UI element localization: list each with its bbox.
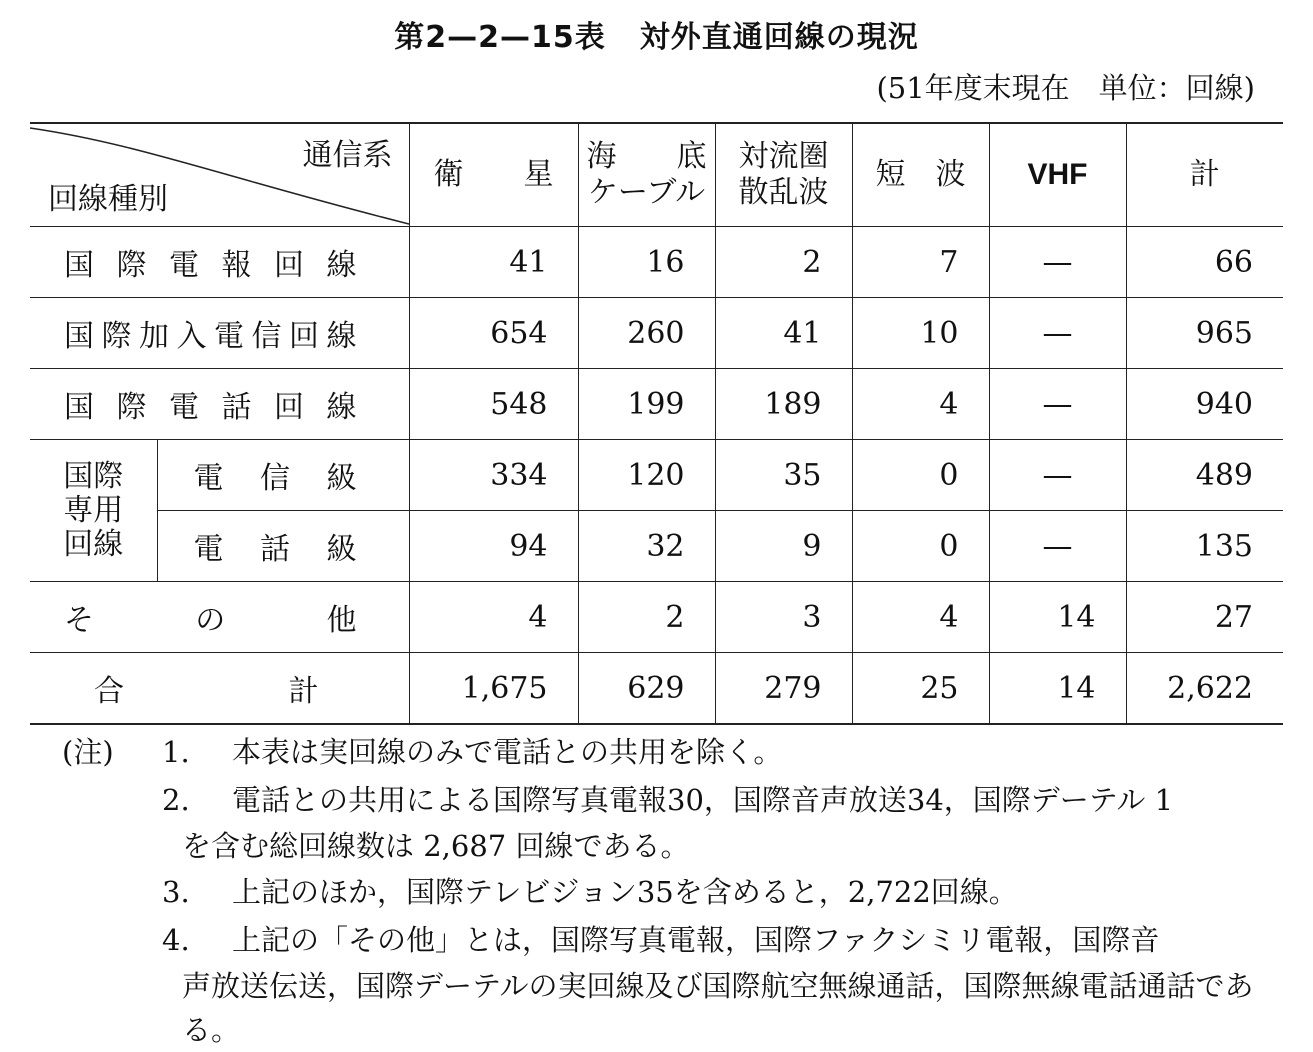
cell-value: 1,675 xyxy=(409,653,578,725)
col-header-vhf: VHF xyxy=(989,123,1126,227)
cell-value: 548 xyxy=(409,369,578,440)
cell-value: 9 xyxy=(715,511,852,582)
group-label-line: 専用 xyxy=(63,492,124,528)
cell-value: 940 xyxy=(1126,369,1283,440)
cell-value: 260 xyxy=(578,298,715,369)
cell-value: — xyxy=(989,369,1126,440)
table-row xyxy=(30,440,1283,511)
table-row xyxy=(30,369,1283,440)
cell-value: 94 xyxy=(409,511,578,582)
row-label xyxy=(30,227,409,298)
corner-bottom-label: 回線種別 xyxy=(48,182,168,217)
cell-value: 32 xyxy=(578,511,715,582)
row-label xyxy=(30,298,409,369)
table-number: 第2—2—15表 xyxy=(394,20,606,55)
sub-row-label-text: 電 話 級 xyxy=(193,532,357,567)
total-label-text: 合 計 xyxy=(94,674,319,709)
cell-value: 25 xyxy=(852,653,989,725)
row-label xyxy=(30,653,409,725)
cell-value: 965 xyxy=(1126,298,1283,369)
note-number: 2. xyxy=(162,783,190,817)
row-label-text: 国 際 電 報 回 線 xyxy=(64,248,357,283)
note-number: 3. xyxy=(162,875,190,909)
cell-value: 0 xyxy=(852,440,989,511)
note-number: 1. xyxy=(162,735,190,769)
row-label-text: 国 際 電 話 回 線 xyxy=(64,390,357,425)
cell-value: 10 xyxy=(852,298,989,369)
sub-row-label xyxy=(157,511,409,582)
table-row xyxy=(30,298,1283,369)
group-label xyxy=(30,440,157,582)
cell-value: 2,622 xyxy=(1126,653,1283,725)
sub-row-label-text: 電 信 級 xyxy=(193,461,357,496)
notes-lead: (注) xyxy=(62,735,114,769)
cell-value: 629 xyxy=(578,653,715,725)
cell-value: 14 xyxy=(989,582,1126,653)
cell-value: 4 xyxy=(409,582,578,653)
cell-value: 16 xyxy=(578,227,715,298)
circuits-table xyxy=(30,122,1283,725)
cell-value: 4 xyxy=(852,582,989,653)
note-item xyxy=(62,868,1302,916)
col-header-total: 計 xyxy=(1126,123,1283,227)
cell-value: 41 xyxy=(715,298,852,369)
notes xyxy=(62,728,1302,1052)
cell-value: 27 xyxy=(1126,582,1283,653)
unit-note: (51年度末現在 単位：回線) xyxy=(876,71,1255,105)
note-item xyxy=(62,728,1302,776)
row-label xyxy=(30,582,409,653)
col-header-submarine-cable: 海 底 ケーブル xyxy=(578,123,715,227)
note-text: 上記のほか，国際テレビジョン35を含めると，2,722回線。 xyxy=(232,875,1018,909)
cell-value: 654 xyxy=(409,298,578,369)
cell-value: 0 xyxy=(852,511,989,582)
table-row xyxy=(30,582,1283,653)
table-title-text: 対外直通回線の現況 xyxy=(639,20,919,55)
cell-value: — xyxy=(989,511,1126,582)
cell-value: — xyxy=(989,440,1126,511)
cell-value: 199 xyxy=(578,369,715,440)
header-row xyxy=(30,123,1283,227)
cell-value: 4 xyxy=(852,369,989,440)
cell-value: 7 xyxy=(852,227,989,298)
table-title xyxy=(0,12,1313,56)
cell-value: 3 xyxy=(715,582,852,653)
cell-value: 279 xyxy=(715,653,852,725)
total-row xyxy=(30,653,1283,725)
corner-header xyxy=(30,123,409,227)
cell-value: — xyxy=(989,298,1126,369)
group-label-line: 回線 xyxy=(63,526,124,562)
row-label-text: 国 際 加 入 電 信 回 線 xyxy=(64,319,357,354)
col-header-satellite: 衛 星 xyxy=(409,123,578,227)
cell-value: 14 xyxy=(989,653,1126,725)
col-header-shortwave: 短 波 xyxy=(852,123,989,227)
cell-value: 2 xyxy=(715,227,852,298)
note-text: 本表は実回線のみで電話との共用を除く。 xyxy=(232,735,783,769)
note-text: 電話との共用による国際写真電報30，国際音声放送34，国際デーテル 1 xyxy=(232,783,1174,817)
note-continuation: を含む総回線数は 2,687 回線である。 xyxy=(182,829,690,863)
cell-value: 2 xyxy=(578,582,715,653)
row-label xyxy=(30,369,409,440)
cell-value: 41 xyxy=(409,227,578,298)
note-number: 4. xyxy=(162,923,190,957)
row-label-text: そ の 他 xyxy=(64,603,357,638)
cell-value: 120 xyxy=(578,440,715,511)
group-label-line: 国際 xyxy=(63,458,124,494)
note-item xyxy=(62,776,1302,824)
cell-value: 334 xyxy=(409,440,578,511)
note-continuation: 声放送伝送，国際デーテルの実回線及び国際航空無線通話，国際無線電話通話である。 xyxy=(182,969,1254,1047)
cell-value: 189 xyxy=(715,369,852,440)
cell-value: 135 xyxy=(1126,511,1283,582)
cell-value: — xyxy=(989,227,1126,298)
corner-top-label: 通信系 xyxy=(302,138,393,173)
sub-row-label xyxy=(157,440,409,511)
cell-value: 35 xyxy=(715,440,852,511)
col-header-troposcatter: 対流圏 散乱波 xyxy=(715,123,852,227)
table-row xyxy=(30,227,1283,298)
note-text: 上記の「その他」とは，国際写真電報，国際ファクシミリ電報，国際音 xyxy=(232,923,1160,957)
cell-value: 489 xyxy=(1126,440,1283,511)
table-row xyxy=(30,511,1283,582)
note-item xyxy=(62,916,1302,964)
cell-value: 66 xyxy=(1126,227,1283,298)
